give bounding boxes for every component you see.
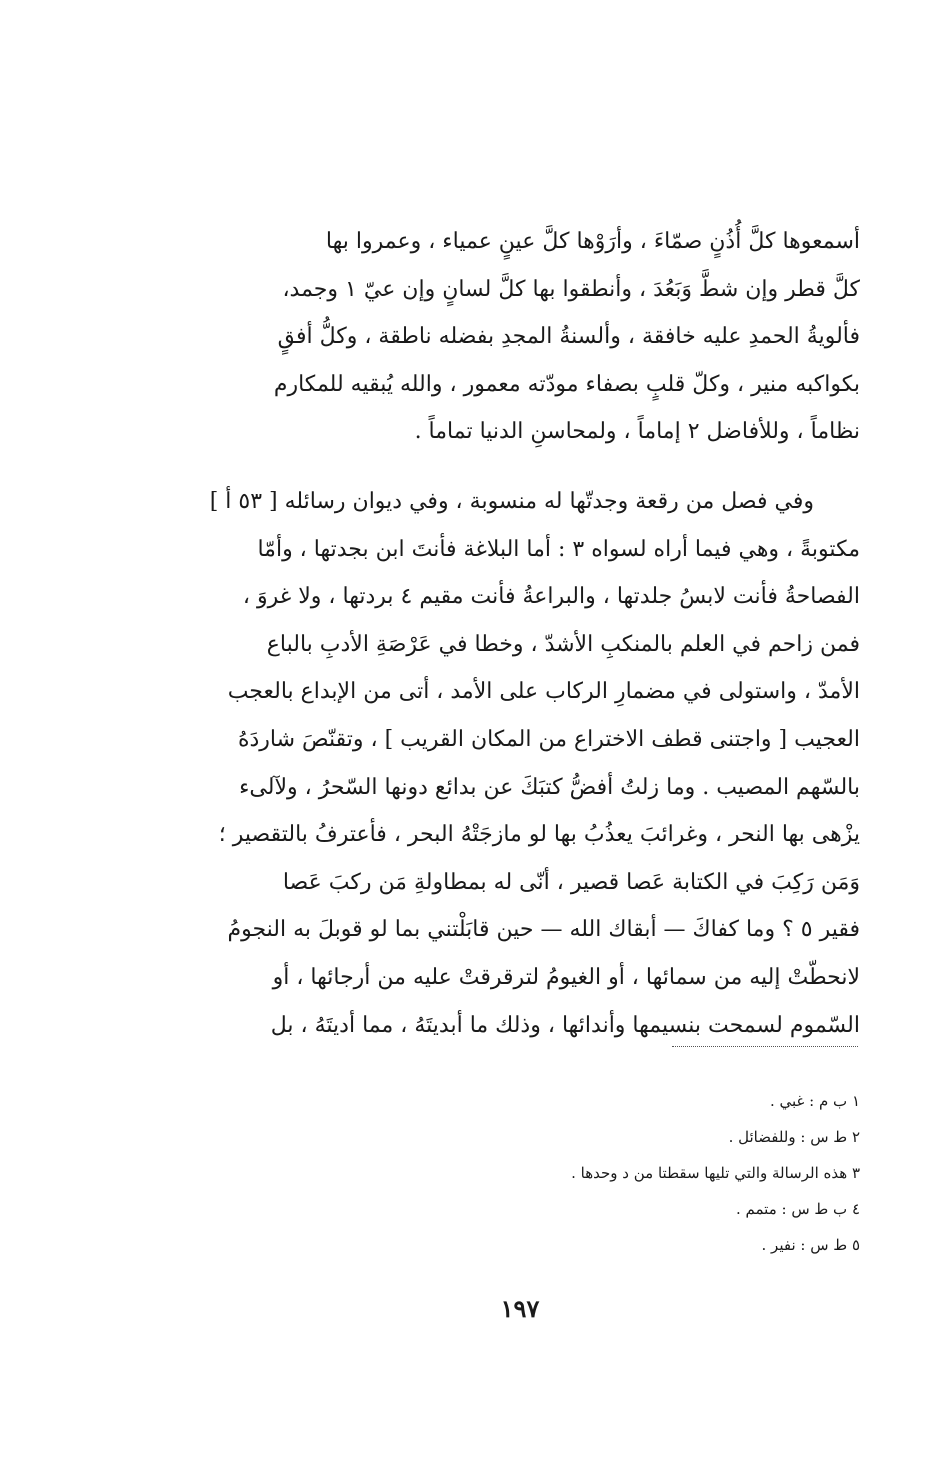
- footnote: ٢ ط س : وللفضائل .: [728, 1128, 860, 1146]
- footnote: ١ ب م : غبي .: [769, 1092, 860, 1110]
- footnote: ٥ ط س : نفير .: [761, 1236, 860, 1254]
- text-line: كلَّ قطر وإن شطَّ وَبَعُدَ ، وأنطقوا بها كلَّ لسانٍ وإن عيّ ١ وجمد،: [282, 276, 860, 302]
- text-line: أسمعوها كلَّ أُذُنٍ صمّاءَ ، وأرَوْها كلَّ عينٍ عمياء ، وعمروا بها: [325, 229, 860, 254]
- text-line: بالسّهم المصيب . وما زلتُ أفضُّ كتبَكَ عن بدائع دونها السّحرُ ، ولآلىء: [239, 774, 860, 800]
- text-line: فمن زاحم في العلم بالمنكبِ الأشدّ ، وخطا في عَرْصَةِ الأدبِ بالباع: [266, 631, 860, 657]
- text-line: لانحطّتْ إليه من سمائها ، أو الغيومُ لترقرقتْ عليه من أرجائها ، أو: [272, 964, 860, 990]
- text-line: العجيب [ واجتنى قطف الاختراع من المكان القريب ] ، وتقنّصَ شاردَهُ: [237, 726, 860, 752]
- footnote: ٤ ب ط س : متمم .: [735, 1200, 860, 1218]
- footnotes: [420, 1083, 860, 1263]
- text-line: فقير ٥ ؟ وما كفاكَ — أبقاك الله — حين قابَلْتني بما لو قوبلَ به النجومُ: [227, 917, 860, 943]
- paragraph-2: [188, 478, 860, 1049]
- text-line: فألويةُ الحمدِ عليه خافقة ، وألسنةُ المجدِ بفضله ناطقة ، وكلُّ أفقٍ: [277, 324, 860, 350]
- text-line: بكواكبه منير ، وكلّ قلبٍ بصفاء مودّته معمور ، والله يُبقيه للمكارم: [273, 371, 860, 397]
- text-line: وَمَن رَكِبَ في الكتابة عَصا قصير ، أنّى له بمطاولةِ مَن ركبَ عَصا: [282, 869, 860, 895]
- footnote-divider: [672, 1046, 858, 1047]
- text-line: الفصاحةُ فأنت لابسُ جلدتها ، والبراعةُ فأنت مقيم ٤ بردتها ، ولا غروَ ،: [242, 584, 860, 610]
- text-line: السّموم لسمحت بنسيمها وأندائها ، وذلك ما أبديتَهُ ، مما أديتَهُ ، بل: [270, 1012, 860, 1038]
- paragraph-1: [188, 218, 860, 456]
- text-line: مكتوبةً ، وهي فيما أراه لسواه ٣ : أما البلاغة فأنتَ ابن بجدتها ، وأمّا: [257, 536, 860, 562]
- text-line: وفي فصل من رقعة وجدتّها له منسوبة ، وفي ديوان رسائله [ ٥٣ أ ]: [209, 489, 814, 514]
- text-line: الأمدّ ، واستولى في مضمارِ الركاب على الأمد ، أتى من الإبداع بالعجب: [227, 679, 860, 705]
- page-number: ١٩٧: [500, 1294, 540, 1323]
- footnote: ٣ هذه الرسالة والتي تليها سقطتا من د وحدها .: [571, 1164, 860, 1182]
- text-line: نظاماً ، وللأفاضل ٢ إماماً ، ولمحاسنِ الدنيا تماماً .: [414, 419, 860, 445]
- text-line: يزْهى بها النحر ، وغرائبَ يعذُبُ بها لو مازجَتْهُ البحر ، فأعترفُ بالتقصير ؛: [218, 822, 860, 848]
